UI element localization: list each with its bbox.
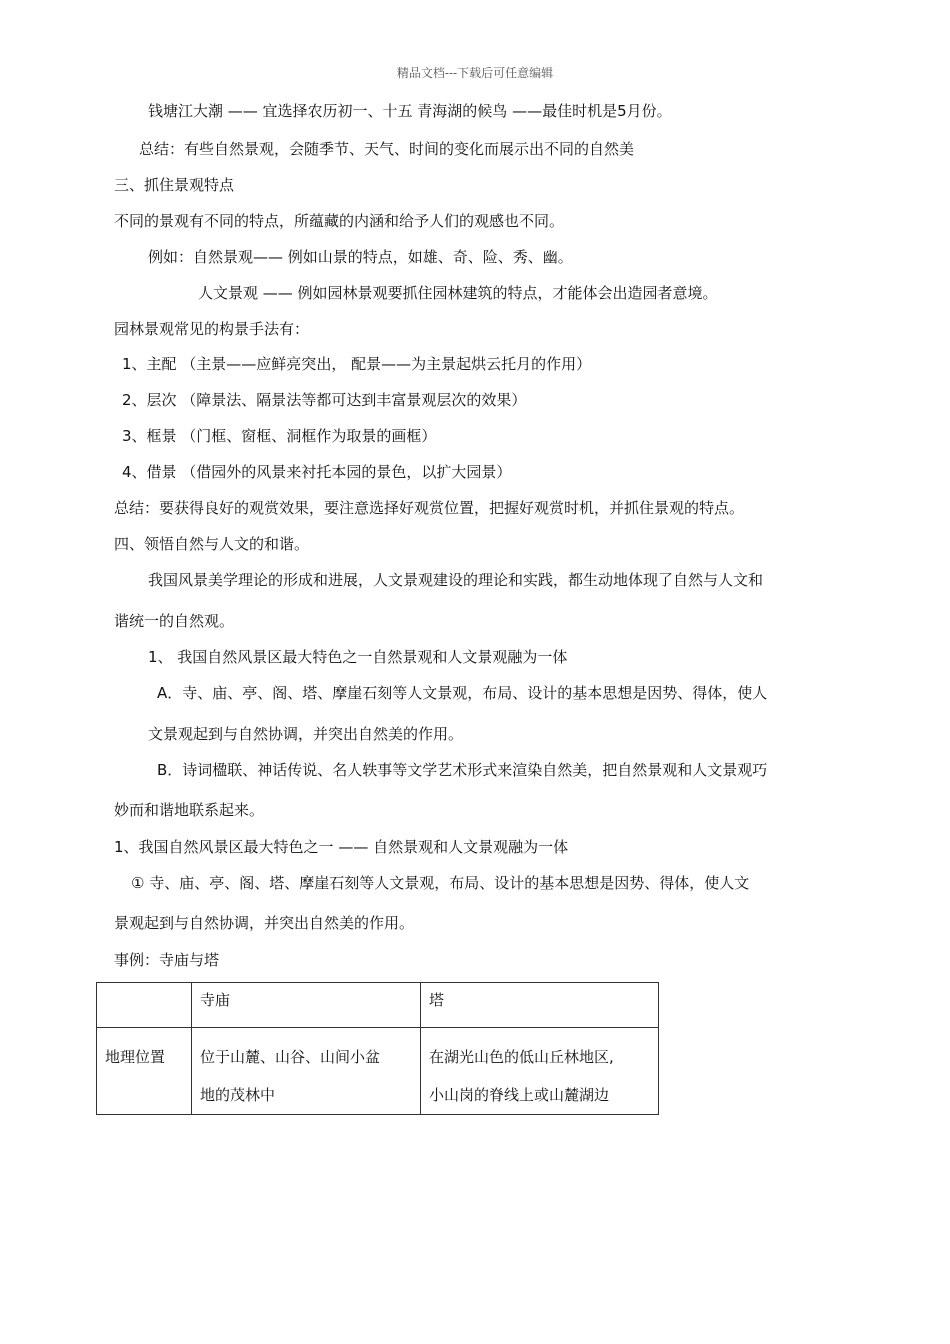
text-line: B．诗词楹联、神话传说、名人轶事等文学艺术形式来渲染自然美，把自然景观和人文景观巧 bbox=[157, 761, 768, 779]
cell-line: 小山岗的脊线上或山麓湖边 bbox=[429, 1086, 610, 1104]
section-heading: 四、领悟自然与人文的和谐。 bbox=[114, 535, 310, 553]
cell-line: 在湖光山色的低山丘林地区, bbox=[429, 1048, 614, 1066]
text-line: A．寺、庙、亭、阁、塔、摩崖石刻等人文景观，布局、设计的基本思想是因势、得体，使人 bbox=[157, 684, 768, 702]
text-line: 人文景观 —— 例如园林景观要抓住园林建筑的特点，才能体会出造园者意境。 bbox=[198, 284, 718, 302]
text-line: 钱塘江大潮 —— 宜选择农历初一、十五 青海湖的候鸟 ——最佳时机是5月份。 bbox=[148, 102, 672, 120]
table-header-cell: 寺庙 bbox=[192, 983, 421, 1028]
cell-line: 地的茂林中 bbox=[200, 1086, 276, 1104]
cell-line: 位于山麓、山谷、山间小盆 bbox=[200, 1048, 381, 1066]
list-item: 4、借景 （借园外的风景来衬托本园的景色，以扩大园景） bbox=[122, 463, 512, 481]
cell-text: 地理位置 bbox=[105, 1048, 166, 1066]
list-item: 1、 我国自然风景区最大特色之一自然景观和人文景观融为一体 bbox=[148, 648, 568, 666]
text-line: ① 寺、庙、亭、阁、塔、摩崖石刻等人文景观，布局、设计的基本思想是因势、得体，使人文 bbox=[131, 874, 750, 892]
list-item: 1、主配 （主景——应鲜亮突出， 配景——为主景起烘云托月的作用） bbox=[122, 355, 592, 373]
text-line: 文景观起到与自然协调，并突出自然美的作用。 bbox=[148, 725, 464, 743]
section-heading: 三、抓住景观特点 bbox=[114, 176, 235, 194]
text-line: 例如：自然景观—— 例如山景的特点，如雄、奇、险、秀、幽。 bbox=[148, 248, 573, 266]
text-line: 我国风景美学理论的形成和进展，人文景观建设的理论和实践，都生动地体现了自然与人文和 bbox=[148, 571, 764, 589]
text-line: 园林景观常见的构景手法有： bbox=[114, 320, 310, 338]
list-item: 3、框景 （门框、窗框、洞框作为取景的画框） bbox=[122, 427, 437, 445]
text-line: 谐统一的自然观。 bbox=[114, 612, 235, 630]
table-header-row bbox=[97, 983, 659, 1028]
text-line: 妙而和谐地联系起来。 bbox=[114, 801, 265, 819]
page-header: 精品文档---下载后可任意编辑 bbox=[396, 66, 554, 80]
text-line: 总结：有些自然景观，会随季节、天气、时间的变化而展示出不同的自然美 bbox=[139, 140, 635, 158]
table-header-cell bbox=[97, 983, 192, 1028]
table-header-cell: 塔 bbox=[421, 983, 659, 1028]
table-cell bbox=[192, 1028, 421, 1115]
list-item: 2、层次 （障景法、隔景法等都可达到丰富景观层次的效果） bbox=[122, 391, 527, 409]
list-item: 1、我国自然风景区最大特色之一 —— 自然景观和人文景观融为一体 bbox=[114, 838, 569, 856]
table-row-label bbox=[97, 1028, 192, 1115]
text-line: 总结：要获得良好的观赏效果，要注意选择好观赏位置，把握好观赏时机，并抓住景观的特点。 bbox=[114, 499, 745, 517]
comparison-table bbox=[96, 982, 659, 1115]
text-line: 景观起到与自然协调，并突出自然美的作用。 bbox=[114, 914, 415, 932]
text-line: 事例：寺庙与塔 bbox=[114, 951, 220, 969]
text-line: 不同的景观有不同的特点，所蕴藏的内涵和给予人们的观感也不同。 bbox=[114, 212, 565, 230]
table-row bbox=[97, 1028, 659, 1115]
table-cell bbox=[421, 1028, 659, 1115]
